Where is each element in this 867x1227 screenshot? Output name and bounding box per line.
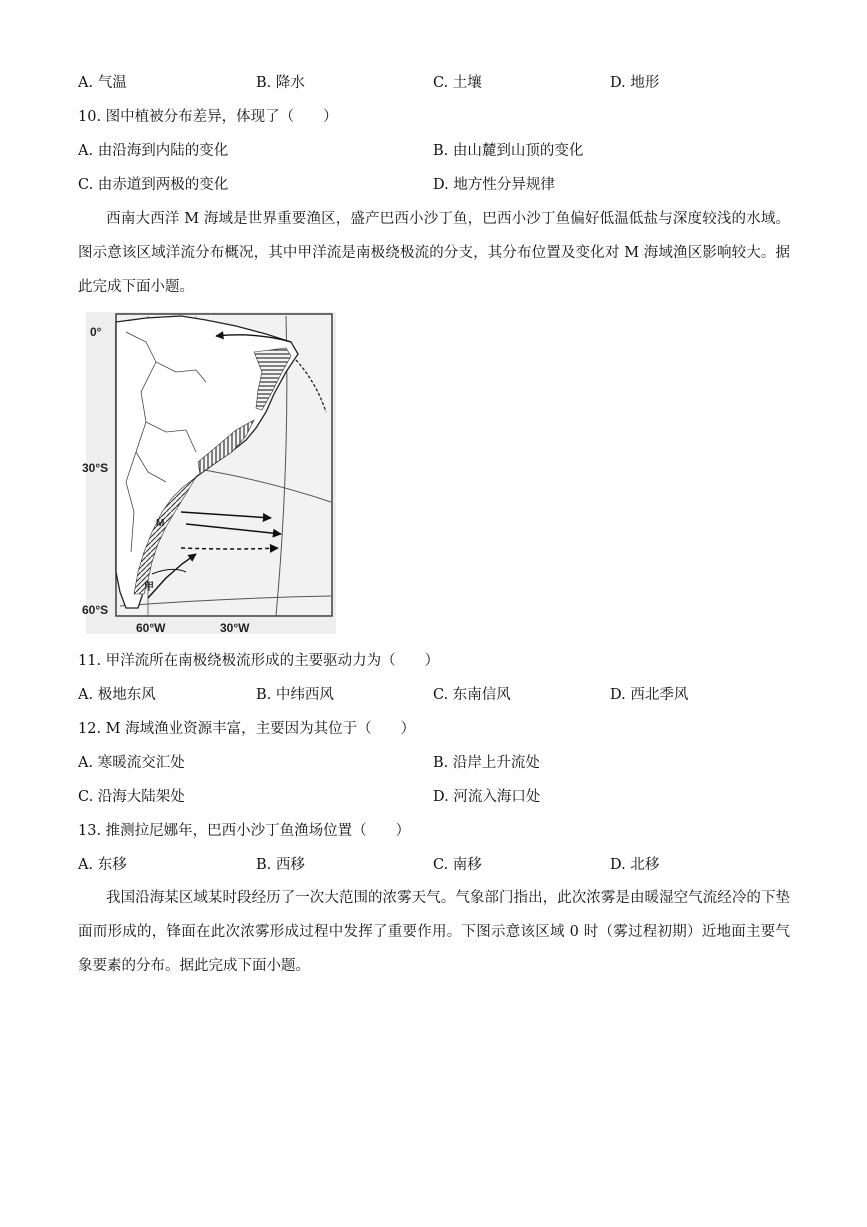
q11-option-b[interactable]: B. 中纬西风	[256, 687, 334, 703]
q13-option-d[interactable]: D. 北移	[610, 857, 660, 873]
passage-fishery	[78, 202, 790, 304]
q10-option-c[interactable]: C. 由赤道到两极的变化	[78, 177, 229, 193]
q12-option-b[interactable]: B. 沿岸上升流处	[433, 755, 540, 771]
q13-option-a[interactable]: A. 东移	[78, 857, 127, 873]
point-label-jia: 甲	[144, 582, 154, 593]
q10-option-b[interactable]: B. 由山麓到山顶的变化	[433, 143, 584, 159]
lon-label-60w: 60°W	[136, 621, 166, 635]
passage-fog	[78, 881, 790, 983]
q10-stem: 10. 图中植被分布差异，体现了（ ）	[78, 109, 338, 125]
q12-stem: 12. M 海域渔业资源丰富，主要因为其位于（ ）	[78, 721, 416, 737]
passage-fishery-text: 西南大西洋 M 海域是世界重要渔区，盛产巴西小沙丁鱼，巴西小沙丁鱼偏好低温低盐与深度较浅的水域。图示意该区域洋流分布概况，其中甲洋流是南极绕极流的分支，其分布位置及变化对 M 海域渔区影响较大。据此完成下面小题。	[78, 211, 790, 295]
lat-label-30s: 30°S	[82, 461, 109, 475]
q13-stem: 13. 推测拉尼娜年，巴西小沙丁鱼渔场位置（ ）	[78, 823, 411, 839]
q11-option-d[interactable]: D. 西北季风	[610, 687, 689, 703]
q10-option-d[interactable]: D. 地方性分异规律	[433, 177, 555, 193]
q10-option-a[interactable]: A. 由沿海到内陆的变化	[78, 143, 229, 159]
q11-option-a[interactable]: A. 极地东风	[78, 687, 156, 703]
passage-fog-text: 我国沿海某区域某时段经历了一次大范围的浓雾天气。气象部门指出，此次浓雾是由暖湿空气流经冷的下垫面而形成的，锋面在此次浓雾形成过程中发挥了重要作用。下图示意该区域 0 时（雾过程初期）近地面主要气象要素的分布。据此完成下面小题。	[78, 890, 790, 974]
lat-label-0: 0°	[90, 325, 102, 339]
lon-label-30w: 30°W	[220, 621, 250, 635]
q12-option-d[interactable]: D. 河流入海口处	[433, 789, 541, 805]
q9-option-b[interactable]: B. 降水	[256, 75, 305, 91]
q11-stem: 11. 甲洋流所在南极绕极流形成的主要驱动力为（ ）	[78, 653, 440, 669]
q13-option-c[interactable]: C. 南移	[433, 857, 482, 873]
q9-option-c[interactable]: C. 土壤	[433, 75, 482, 91]
q9-option-d[interactable]: D. 地形	[610, 75, 660, 91]
q12-option-a[interactable]: A. 寒暖流交汇处	[78, 755, 185, 771]
q9-option-a[interactable]: A. 气温	[78, 75, 127, 91]
lat-label-60s: 60°S	[82, 603, 109, 617]
point-label-m: M	[156, 518, 165, 529]
ocean-current-map	[82, 312, 336, 635]
q13-option-b[interactable]: B. 西移	[256, 857, 305, 873]
q11-option-c[interactable]: C. 东南信风	[433, 687, 511, 703]
q12-option-c[interactable]: C. 沿海大陆架处	[78, 789, 185, 805]
